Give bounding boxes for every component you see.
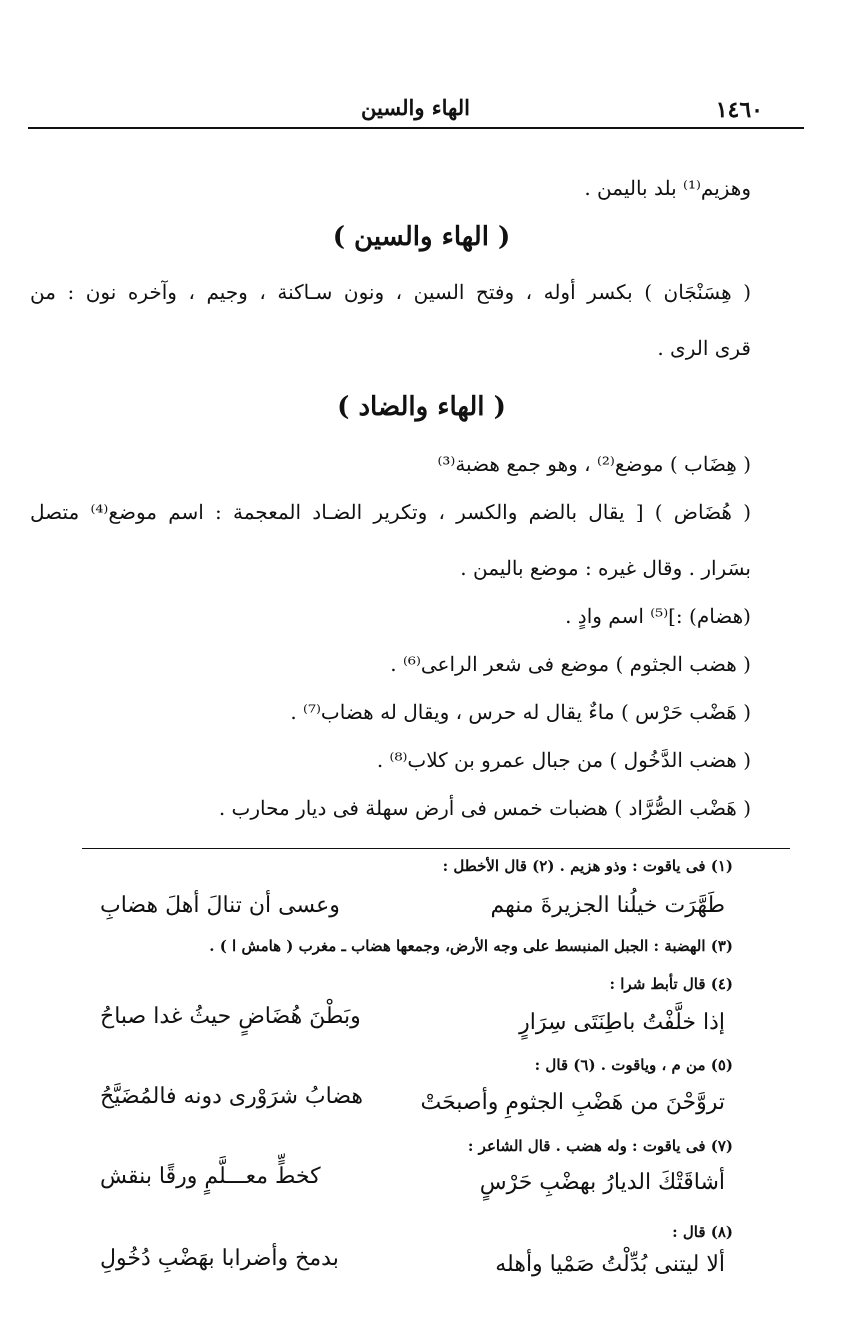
entry-hudad: ( هُضَاض ) [ يقال بالضم والكسر ، وتكرير الضـاد المعجمة : اسم موضع⁽⁴⁾ متصل xyxy=(30,500,751,524)
entry-hidam: (هضام) :]⁽⁵⁾ اسم وادٍ . xyxy=(565,604,751,628)
footnote-5-6: (٥) من م ، وياقوت . (٦) قال : xyxy=(534,1056,733,1074)
header-rule xyxy=(28,127,804,129)
entry-hisanjan: ( هِسَنْجَان ) بكسر أوله ، وفتح السين ، ونون سـاكنة ، وجيم ، وآخره نون : من xyxy=(30,280,751,304)
verse-1-first-hemistich: طَهَّرَت خيلُنا الجزيرةَ منهم xyxy=(490,893,725,918)
entry-line-hazim: وهزيم⁽¹⁾ بلد باليمن . xyxy=(584,176,751,200)
section-heading-ha-dad: ( الهاء والضاد ) xyxy=(337,392,506,422)
footnote-8: (٨) قال : xyxy=(672,1223,733,1241)
verse-6-second-hemistich: هضابُ شرَوْرى دونه فالمُضَيَّحُ xyxy=(100,1084,364,1109)
footnote-4: (٤) قال تأبط شرا : xyxy=(609,975,733,993)
entry-hudad-cont: بسَرار . وقال غيره : موضع باليمن . xyxy=(460,556,751,580)
entry-hadb-surrad: ( هَضْب الصُّرَّاد ) هضبات خمس فى أرض سهلة فى ديار محارب . xyxy=(218,796,751,820)
verse-4-second-hemistich: وبَطْنَ هُضَاضٍ حيثُ غدا صباحُ xyxy=(100,1004,361,1029)
footnote-rule xyxy=(82,848,790,849)
entry-hidab: ( هِضَاب ) موضع⁽²⁾ ، وهو جمع هضبة⁽³⁾ xyxy=(437,452,751,476)
running-title: الهاء والسين xyxy=(361,95,470,120)
verse-8-second-hemistich: بدمخ وأضرابا بهَضْبِ دُخُولِ xyxy=(100,1246,339,1271)
footnote-7: (٧) فى ياقوت : وله هضب . قال الشاعر : xyxy=(467,1137,733,1155)
entry-hadb-jathum: ( هضب الجثوم ) موضع فى شعر الراعى⁽⁶⁾ . xyxy=(390,652,751,676)
footnote-3: (٣) الهضبة : الجبل المنبسط على وجه الأرض، وجمعها هضاب ـ مغرب ( هامش ا ) . xyxy=(209,937,733,955)
entry-hadb-hars: ( هَضْب حَرْس ) ماءٌ يقال له حرس ، ويقال له هضاب⁽⁷⁾ . xyxy=(290,700,751,724)
section-heading-ha-sin: ( الهاء والسين ) xyxy=(332,222,511,252)
verse-7-first-hemistich: أشاقَتْكَ الديارُ بهضْبِ حَرْسٍ xyxy=(479,1170,725,1195)
page-header xyxy=(28,93,803,127)
verse-1-second-hemistich: وعسى أن تنالَ أهلَ هضابِ xyxy=(100,893,340,918)
verse-8-first-hemistich: ألا ليتنى بُدِّلْتُ صَمْيا وأهله xyxy=(495,1252,725,1277)
entry-hisanjan-cont: قرى الرى . xyxy=(657,336,751,360)
verse-4-first-hemistich: إذا خلَّفْتُ باطِنَتَى سِرَارٍ xyxy=(519,1010,725,1035)
verse-7-second-hemistich: كخطٍّ معـــلَّمٍ ورقًا بنقش xyxy=(100,1164,321,1189)
footnote-1-2: (١) فى ياقوت : وذو هزيم . (٢) قال الأخطل : xyxy=(442,857,733,875)
page-number: ١٤٦٠ xyxy=(715,97,763,123)
verse-6-first-hemistich: تروَّحْنَ من هَضْبِ الجثومِ وأصبحَتْ xyxy=(420,1090,725,1115)
entry-hadb-dakhul: ( هضب الدَّخُول ) من جبال عمرو بن كلاب⁽⁸⁾ . xyxy=(376,748,751,772)
